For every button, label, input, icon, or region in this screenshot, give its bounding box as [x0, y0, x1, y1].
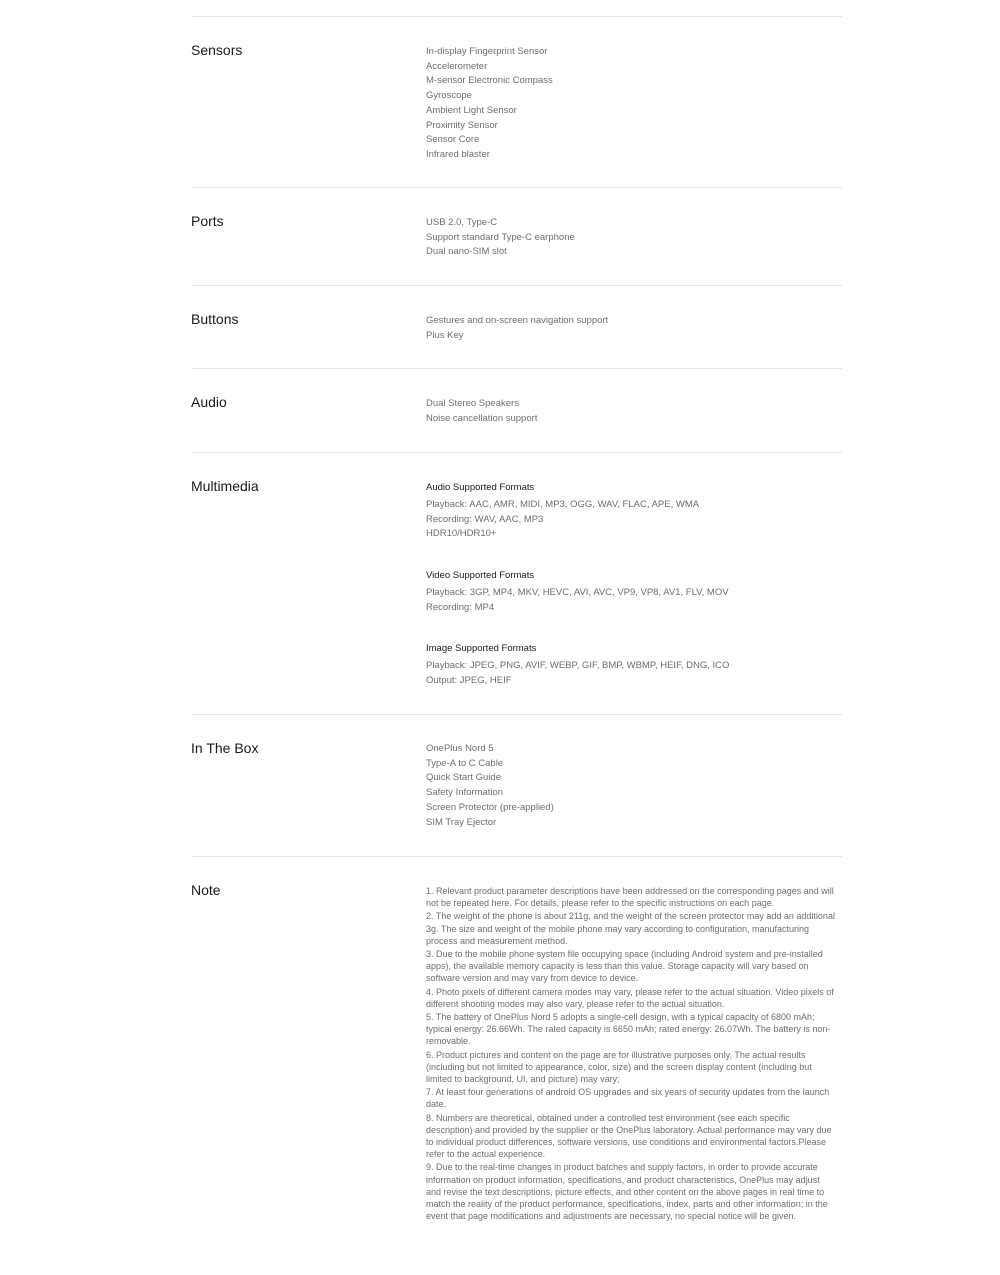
spec-item: USB 2.0, Type-C [426, 217, 498, 228]
note-item: 5. The battery of OnePlus Nord 5 adopts a single-cell design, with a typical capacity of 6800 mAh; typical energy: 26.66Wh. The rated capacity is 6650 mAh; rated energy: 26.07Wh. The battery is non-removable. [426, 1012, 831, 1047]
spec-item: Ambient Light Sensor [426, 104, 517, 116]
spec-item: Gestures and on-screen navigation support [426, 315, 609, 326]
ports-list [426, 216, 836, 260]
divider [191, 285, 842, 286]
note-item: 7. At least four generations of android OS upgrades and six years of security updates from the launch date. [426, 1087, 830, 1110]
format-line: Recording: WAV, AAC, MP3 [426, 513, 544, 525]
notes-list [426, 885, 836, 1223]
format-line: HDR10/HDR10+ [426, 528, 497, 540]
spec-item: M-sensor Electronic Compass [426, 75, 553, 87]
note-item: 9. Due to the real-time changes in product batches and supply factors, in order to provide accurate information on product information, specifications, and product characteristics, OnePlus may adjust and revise the text descriptions, picture effects, and other content on the above pages in real time to match the reality of the product performance, specifications, index, parts and other information; in the event that page modifications and adjustments are necessary, no special notice will be given. [426, 1162, 828, 1221]
format-line: Recording: MP4 [426, 601, 495, 613]
note-item: 2. The weight of the phone is about 211g, and the weight of the screen protector may add an additional 3g. The size and weight of the mobile phone may vary according to configuration, manufacturing process and measurement method. [426, 911, 835, 946]
spec-item: Quick Start Guide [426, 772, 501, 784]
section-title-audio: Audio [191, 394, 227, 410]
audio-formats-group [426, 481, 836, 542]
note-item: 1. Relevant product parameter descriptions have been addressed on the corresponding pages and will not be repeated here. For details, please refer to the specific instructions on each page. [426, 886, 834, 909]
divider [191, 714, 842, 715]
spec-item: Safety Information [426, 787, 504, 799]
format-group-heading: Audio Supported Formats [426, 482, 535, 493]
format-group-heading: Video Supported Formats [426, 570, 535, 581]
spec-item: Dual Stereo Speakers [426, 398, 519, 409]
section-title-multimedia: Multimedia [191, 478, 259, 494]
format-line: Playback: 3GP, MP4, MKV, HEVC, AVI, AVC, VP9, VP8, AV1, FLV, MOV [426, 587, 729, 598]
format-line: Output: JPEG, HEIF [426, 674, 512, 686]
divider [191, 856, 842, 857]
spec-item: OnePlus Nord 5 [426, 743, 494, 754]
section-title-sensors: Sensors [191, 42, 243, 58]
section-title-in-the-box: In The Box [191, 740, 259, 756]
spec-item: Infrared blaster [426, 148, 490, 160]
note-item: 4. Photo pixels of different camera modes may vary, please refer to the actual situation. Video pixels of different shooting modes may also vary, please refer to the actual situation. [426, 986, 834, 1009]
section-title-ports: Ports [191, 213, 224, 229]
spec-item: In-display Fingerprint Sensor [426, 46, 548, 57]
note-item: 3. Due to the mobile phone system file occupying space (including Android system and pre-installed apps), the available memory capacity is less than this value. Storage capacity will vary based on software version and may vary from device to device. [426, 949, 823, 984]
buttons-list [426, 314, 836, 343]
section-title-note: Note [191, 882, 221, 898]
divider [191, 16, 842, 17]
image-formats-group [426, 642, 836, 688]
format-group-heading: Image Supported Formats [426, 643, 537, 654]
spec-item: Proximity Sensor [426, 119, 498, 131]
format-line: Playback: AAC, AMR, MIDI, MP3, OGG, WAV, FLAC, APE, WMA [426, 499, 700, 510]
spec-item: Gyroscope [426, 90, 472, 102]
spec-item: Noise cancellation support [426, 412, 538, 424]
note-item: 8. Numbers are theoretical, obtained under a controlled test environment (see each specific description) and provided by the supplier or the OnePlus laboratory. Actual performance may vary due to individual product differences, software versions, use conditions and environmental factors.Please refer to the actual experience. [426, 1112, 832, 1160]
in-the-box-list [426, 742, 836, 830]
spec-item: Screen Protector (pre-applied) [426, 801, 554, 813]
divider [191, 187, 842, 188]
section-title-buttons: Buttons [191, 311, 239, 327]
divider [191, 452, 842, 453]
spec-item: Sensor Core [426, 134, 480, 146]
divider [191, 368, 842, 369]
audio-list [426, 397, 836, 426]
sensors-list [426, 45, 836, 163]
spec-item: Support standard Type-C earphone [426, 231, 575, 243]
spec-item: Dual nano-SIM slot [426, 246, 507, 258]
spec-item: Type-A to C Cable [426, 757, 504, 769]
spec-item: Plus Key [426, 329, 464, 341]
note-item: 6. Product pictures and content on the page are for illustrative purposes only. The actual results (including but not limited to appearance, color, size) and the screen display content (including but limited to background, UI, and picture) may vary; [426, 1049, 812, 1084]
spec-item: Accelerometer [426, 60, 488, 72]
video-formats-group [426, 569, 836, 615]
spec-item: SIM Tray Ejector [426, 816, 497, 828]
format-line: Playback: JPEG, PNG, AVIF, WEBP, GIF, BMP, WBMP, HEIF, DNG, ICO [426, 660, 730, 671]
